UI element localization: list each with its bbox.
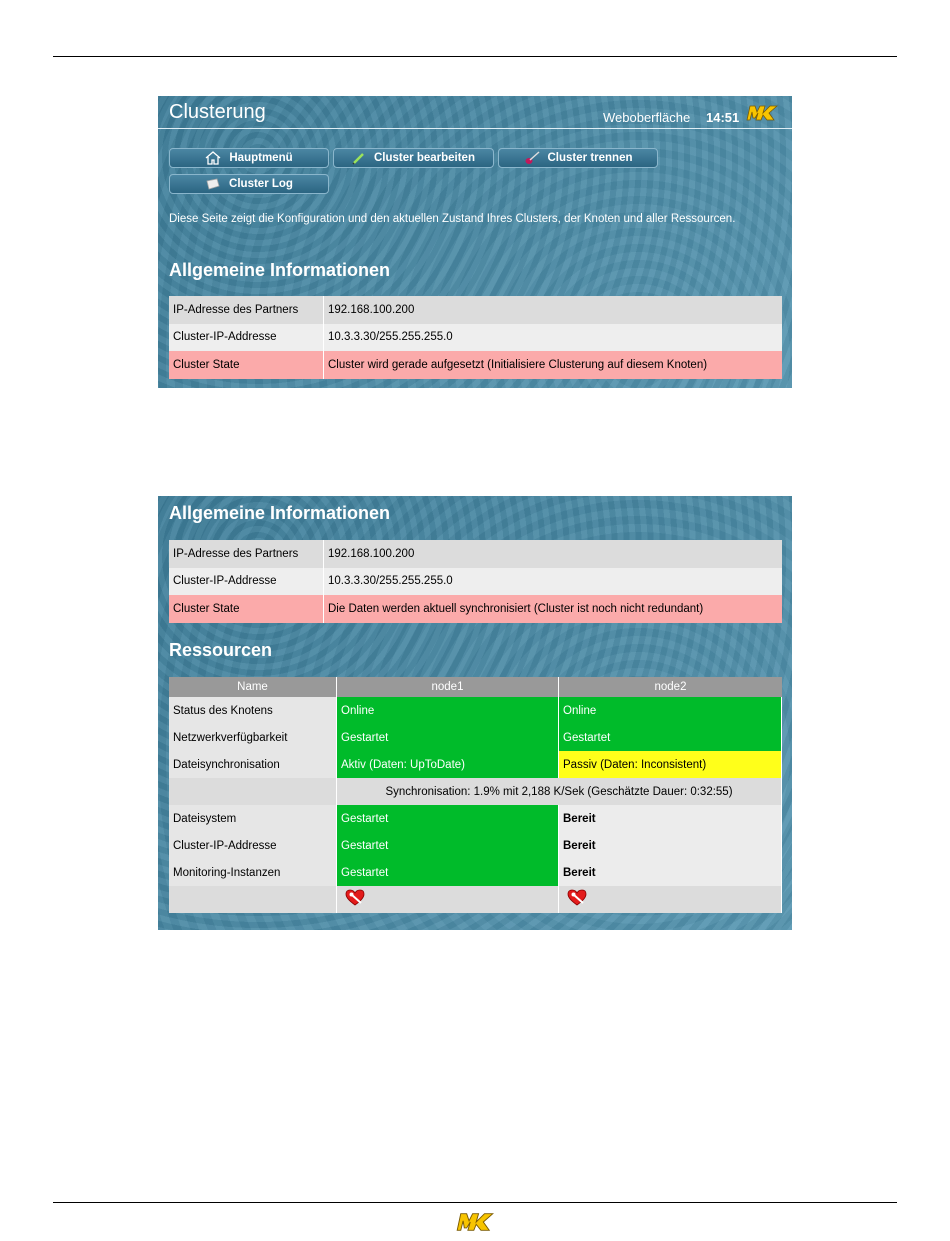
info-value: 192.168.100.200 bbox=[324, 540, 782, 568]
logo-icon bbox=[456, 1212, 494, 1232]
resource-name: Netzwerkverfügbarkeit bbox=[169, 724, 337, 751]
info-label: IP-Adresse des Partners bbox=[169, 296, 324, 324]
node2-action-cell bbox=[559, 886, 782, 913]
webui-label: Weboberfläche bbox=[603, 110, 691, 125]
heart-key-icon[interactable] bbox=[567, 889, 589, 907]
table-row bbox=[169, 351, 782, 379]
node1-status: Gestartet bbox=[337, 724, 559, 751]
column-header: node2 bbox=[559, 677, 782, 697]
info-label: Cluster State bbox=[169, 595, 324, 623]
node2-status: Bereit bbox=[559, 805, 782, 832]
split-cluster-label: Cluster trennen bbox=[547, 152, 633, 164]
column-header: Name bbox=[169, 677, 337, 697]
table-header-row bbox=[169, 677, 782, 697]
node2-status: Gestartet bbox=[559, 724, 782, 751]
resource-name: Status des Knotens bbox=[169, 697, 337, 724]
resource-name: Monitoring-Instanzen bbox=[169, 859, 337, 886]
info-label: Cluster-IP-Addresse bbox=[169, 568, 324, 596]
table-row bbox=[169, 751, 782, 778]
guitar-icon bbox=[524, 151, 540, 165]
cluster-overview-panel bbox=[158, 96, 792, 388]
node1-status: Gestartet bbox=[337, 859, 559, 886]
section-title: Allgemeine Informationen bbox=[169, 503, 391, 523]
column-header: node1 bbox=[337, 677, 559, 697]
empty-cell bbox=[169, 778, 337, 805]
action-row bbox=[169, 886, 782, 913]
intro-text: Diese Seite zeigt die Konfiguration und den aktuellen Zustand Ihres Clusters, der Knoten und aller Ressourcen. bbox=[169, 213, 736, 225]
table-row bbox=[169, 595, 782, 623]
info-value: 10.3.3.30/255.255.255.0 bbox=[324, 568, 782, 596]
edit-cluster-button[interactable] bbox=[333, 148, 494, 168]
header-rule bbox=[53, 56, 897, 57]
info-label: Cluster State bbox=[169, 351, 324, 379]
node2-status: Passiv (Daten: Inconsistent) bbox=[559, 751, 782, 778]
log-icon bbox=[205, 178, 221, 190]
pencil-icon bbox=[352, 151, 366, 165]
home-icon bbox=[205, 151, 221, 165]
main-menu-button[interactable] bbox=[169, 148, 329, 168]
node1-action-cell bbox=[337, 886, 559, 913]
table-row bbox=[169, 296, 782, 324]
table-row bbox=[169, 324, 782, 352]
node1-status: Gestartet bbox=[337, 832, 559, 859]
title-bar bbox=[158, 96, 792, 129]
cluster-log-button[interactable] bbox=[169, 174, 329, 194]
info-label: IP-Adresse des Partners bbox=[169, 540, 324, 568]
page-title: Clusterung bbox=[169, 101, 266, 123]
resource-name: Cluster-IP-Addresse bbox=[169, 832, 337, 859]
cluster-log-label: Cluster Log bbox=[229, 178, 293, 190]
info-value: 192.168.100.200 bbox=[324, 296, 782, 324]
clock: 14:51 bbox=[706, 110, 740, 125]
section-title: Allgemeine Informationen bbox=[169, 260, 391, 280]
resource-name: Dateisystem bbox=[169, 805, 337, 832]
cluster-state-value: Die Daten werden aktuell synchronisiert (Cluster ist noch nicht redundant) bbox=[324, 595, 782, 623]
table-row bbox=[169, 805, 782, 832]
sync-row bbox=[169, 778, 782, 805]
empty-cell bbox=[169, 886, 337, 913]
edit-cluster-label: Cluster bearbeiten bbox=[374, 152, 475, 164]
resource-name: Dateisynchronisation bbox=[169, 751, 337, 778]
heart-key-icon[interactable] bbox=[345, 889, 367, 907]
general-info-table bbox=[169, 540, 782, 623]
split-cluster-button[interactable] bbox=[498, 148, 658, 168]
info-label: Cluster-IP-Addresse bbox=[169, 324, 324, 352]
table-row bbox=[169, 540, 782, 568]
cluster-state-value: Cluster wird gerade aufgesetzt (Initialisiere Clusterung auf diesem Knoten) bbox=[324, 351, 782, 379]
table-row bbox=[169, 568, 782, 596]
node2-status: Bereit bbox=[559, 859, 782, 886]
node2-status: Online bbox=[559, 697, 782, 724]
node1-status: Gestartet bbox=[337, 805, 559, 832]
node1-status: Aktiv (Daten: UpToDate) bbox=[337, 751, 559, 778]
logo-icon bbox=[746, 105, 778, 121]
node2-status: Bereit bbox=[559, 832, 782, 859]
resources-table bbox=[169, 677, 782, 913]
footer-rule bbox=[53, 1202, 897, 1203]
table-row bbox=[169, 697, 782, 724]
general-info-table bbox=[169, 296, 782, 379]
resources-title: Ressourcen bbox=[169, 640, 273, 660]
table-row bbox=[169, 724, 782, 751]
table-row bbox=[169, 832, 782, 859]
sync-status: Synchronisation: 1.9% mit 2,188 K/Sek (Geschätzte Dauer: 0:32:55) bbox=[337, 778, 782, 805]
cluster-resources-panel bbox=[158, 496, 792, 930]
info-value: 10.3.3.30/255.255.255.0 bbox=[324, 324, 782, 352]
table-row bbox=[169, 859, 782, 886]
main-menu-label: Hauptmenü bbox=[229, 152, 293, 164]
node1-status: Online bbox=[337, 697, 559, 724]
